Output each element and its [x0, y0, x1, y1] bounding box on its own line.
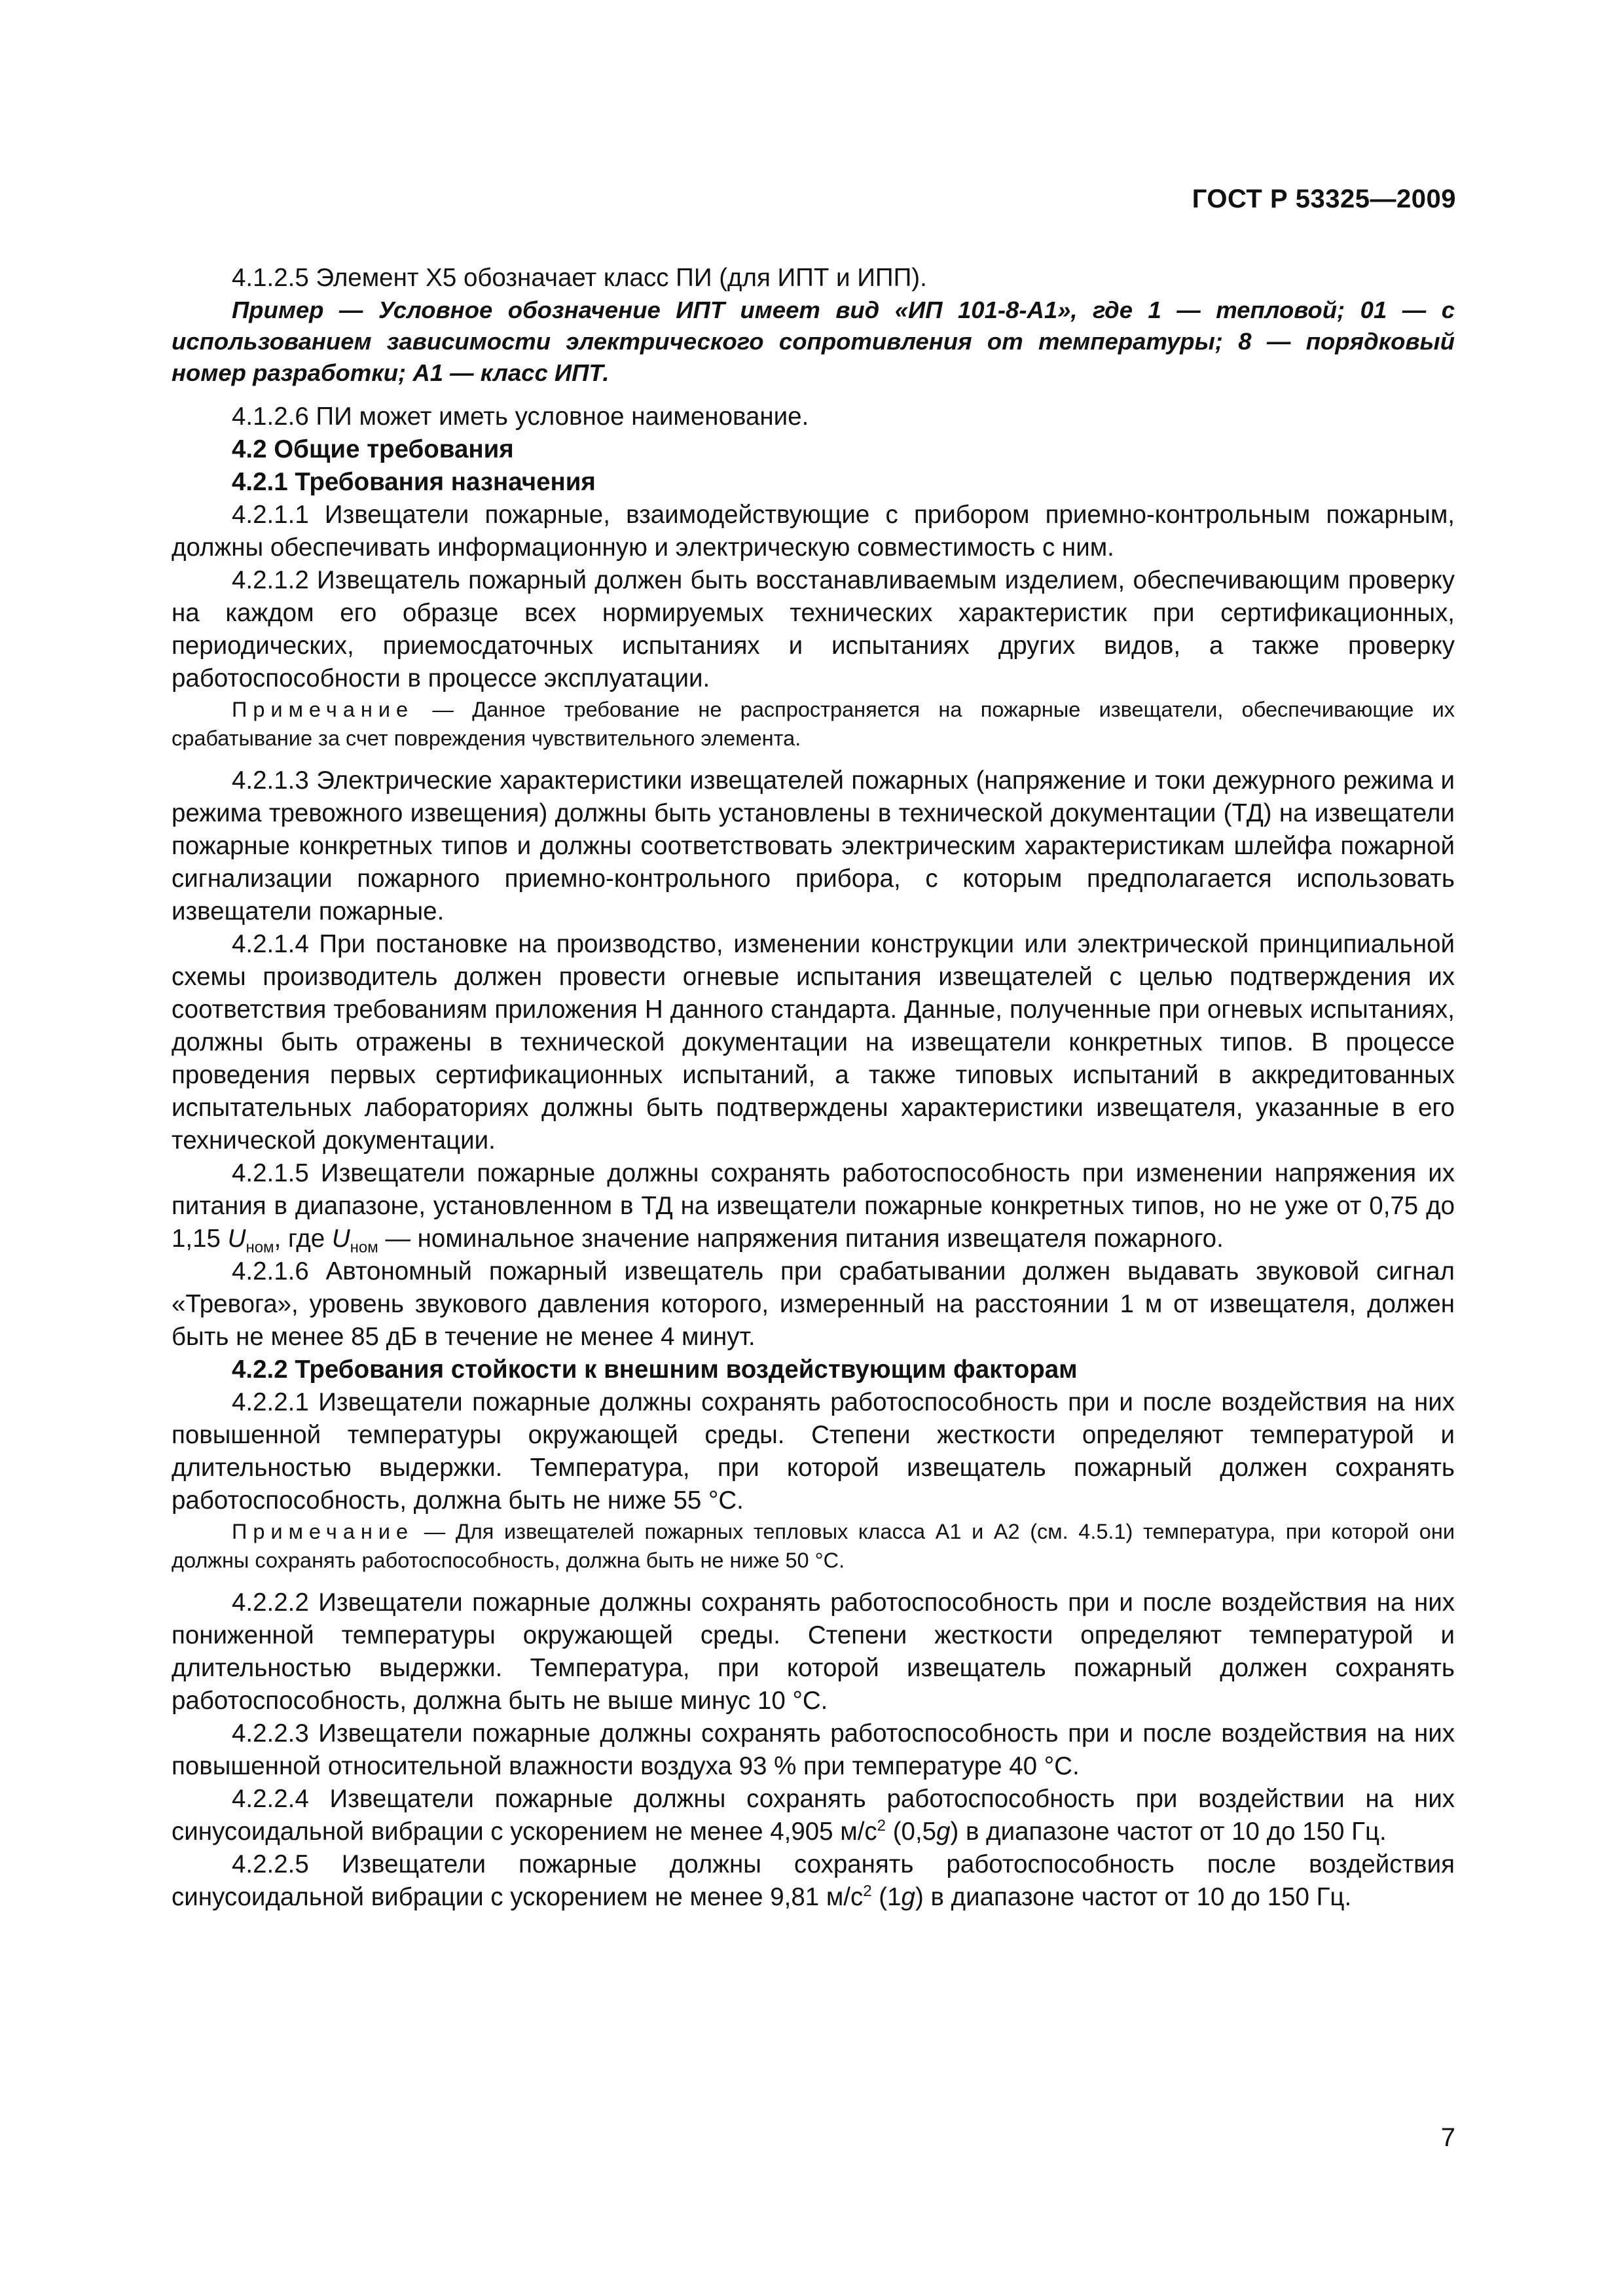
note-4-2-2-1	[172, 1517, 1455, 1575]
superscript-2: 2	[863, 1882, 872, 1901]
paragraph-4-2-2-4	[172, 1783, 1455, 1848]
symbol-g: g	[901, 1883, 915, 1911]
superscript-2: 2	[877, 1817, 886, 1835]
subsection-heading-4-2-1: 4.2.1 Требования назначения	[232, 468, 596, 496]
paragraph-4-2-1-2: 4.2.1.2 Извещатель пожарный должен быть восстанавливаемым изделием, обеспечивающим проверку на каждом его образце всех нормируемых технических характеристик при сертификационных, периодических, приемосдаточных испытаниях и испытаниях других видов, а также проверку работоспособности в процессе эксплуатации.	[172, 566, 1455, 692]
paragraph-4-2-1-4: 4.2.1.4 При постановке на производство, изменении конструкции или электрической принципиальной схемы производитель должен провести огневые испытания извещателей с целью подтверждения их соответствия требованиям приложения Н данного стандарта. Данные, полученные при огневых испытаниях, должны быть отражены в технической документации на извещатели конкретных типов. В процессе проведения первых сертификационных испытаний, а также типовых испытаний в аккредитованных испытательных лабораториях должны быть подтверждены характеристики извещателя, указанные в его технической документации.	[172, 930, 1455, 1155]
text-part: — номинальное значение напряжения питания извещателя пожарного.	[378, 1225, 1224, 1253]
text-part: (0,5	[886, 1818, 937, 1846]
note-text: — Данное требование не распространяется на пожарные извещатели, обеспечивающие их срабатывание за счет повреждения чувствительного элемента.	[172, 698, 1455, 750]
note-4-2-1-2	[172, 695, 1455, 753]
paragraph-4-2-2-3: 4.2.2.3 Извещатели пожарные должны сохранять работоспособность при и после воздействия на них повышенной относительной влажности воздуха 93 % при температуре 40 °С.	[172, 1719, 1455, 1780]
text-part: , где	[274, 1225, 332, 1253]
page-content	[172, 262, 1455, 1914]
symbol-u: U	[331, 1225, 350, 1253]
page-number: 7	[1440, 2123, 1455, 2152]
paragraph-4-2-1-5	[172, 1157, 1455, 1255]
note-label: Примечание	[232, 1520, 414, 1543]
paragraph-4-2-2-5	[172, 1848, 1455, 1914]
text-part: 4.2.2.4 Извещатели пожарные должны сохранять работоспособность при воздействии на них синусоидальной вибрации с ускорением не менее 4,905 м/с	[172, 1785, 1455, 1846]
text-part: ) в диапазоне частот от 10 до 150 Гц.	[950, 1818, 1387, 1846]
paragraph-4-2-1-6: 4.2.1.6 Автономный пожарный извещатель при срабатывании должен выдавать звуковой сигнал «Тревога», уровень звукового давления которого, измеренный на расстоянии 1 м от извещателя, должен быть не менее 85 дБ в течение не менее 4 минут.	[172, 1257, 1455, 1351]
text-part: 4.2.1.5 Извещатели пожарные должны сохранять работоспособность при изменении напряжения их питания в диапазоне, установленном в ТД на извещатели пожарные конкретных типов, но не уже от 0,75 до 1,15	[172, 1159, 1455, 1253]
standard-header: ГОСТ Р 53325—2009	[1192, 185, 1456, 213]
subscript-nom: ном	[350, 1238, 378, 1257]
note-label: Примечание	[232, 698, 414, 721]
example-4-1-2-5: Пример — Условное обозначение ИПТ имеет вид «ИП 101-8-А1», где 1 — тепловой; 01 — с использованием зависимости электрического сопротивления от температуры; 8 — порядковый номер разработки; А1 — класс ИПТ.	[172, 296, 1455, 386]
text-part: 4.2.2.5 Извещатели пожарные должны сохранять работоспособность после воздействия синусоидальной вибрации с ускорением не менее 9,81 м/с	[172, 1850, 1455, 1911]
paragraph-4-1-2-6: 4.1.2.6 ПИ может иметь условное наименование.	[232, 403, 809, 431]
subsection-heading-4-2-2: 4.2.2 Требования стойкости к внешним воздействующим факторам	[232, 1355, 1078, 1384]
paragraph-4-2-1-3: 4.2.1.3 Электрические характеристики извещателей пожарных (напряжение и токи дежурного режима и режима тревожного извещения) должны быть установлены в технической документации (ТД) на извещатели пожарные конкретных типов и должны соответствовать электрическим характеристикам шлейфа пожарной сигнализации пожарного приемно-контрольного прибора, с которым предполагается использовать извещатели пожарные.	[172, 766, 1455, 925]
paragraph-4-1-2-5: 4.1.2.5 Элемент Х5 обозначает класс ПИ (для ИПТ и ИПП).	[232, 264, 927, 292]
symbol-g: g	[936, 1818, 951, 1846]
text-part: (1	[871, 1883, 902, 1911]
note-text: — Для извещателей пожарных тепловых класса А1 и А2 (см. 4.5.1) температура, при которой они должны сохранять работоспособность, должна быть не ниже 50 °С.	[172, 1520, 1455, 1572]
text-part: ) в диапазоне частот от 10 до 150 Гц.	[915, 1883, 1352, 1911]
symbol-u: U	[227, 1225, 246, 1253]
paragraph-4-2-2-2: 4.2.2.2 Извещатели пожарные должны сохранять работоспособность при и после воздействия на них пониженной температуры окружающей среды. Степени жесткости определяют температурой и длительностью выдержки. Температура, при которой извещатель пожарный должен сохранять работоспособность, должна быть не выше минус 10 °С.	[172, 1588, 1455, 1715]
section-heading-4-2: 4.2 Общие требования	[232, 435, 514, 463]
paragraph-4-2-1-1: 4.2.1.1 Извещатели пожарные, взаимодействующие с прибором приемно-контрольным пожарным, должны обеспечивать информационную и электрическую совместимость с ним.	[172, 501, 1455, 562]
paragraph-4-2-2-1: 4.2.2.1 Извещатели пожарные должны сохранять работоспособность при и после воздействия на них повышенной температуры окружающей среды. Степени жесткости определяют температурой и длительностью выдержки. Температура, при которой извещатель пожарный должен сохранять работоспособность, должна быть не ниже 55 °С.	[172, 1388, 1455, 1515]
subscript-nom: ном	[246, 1238, 274, 1257]
